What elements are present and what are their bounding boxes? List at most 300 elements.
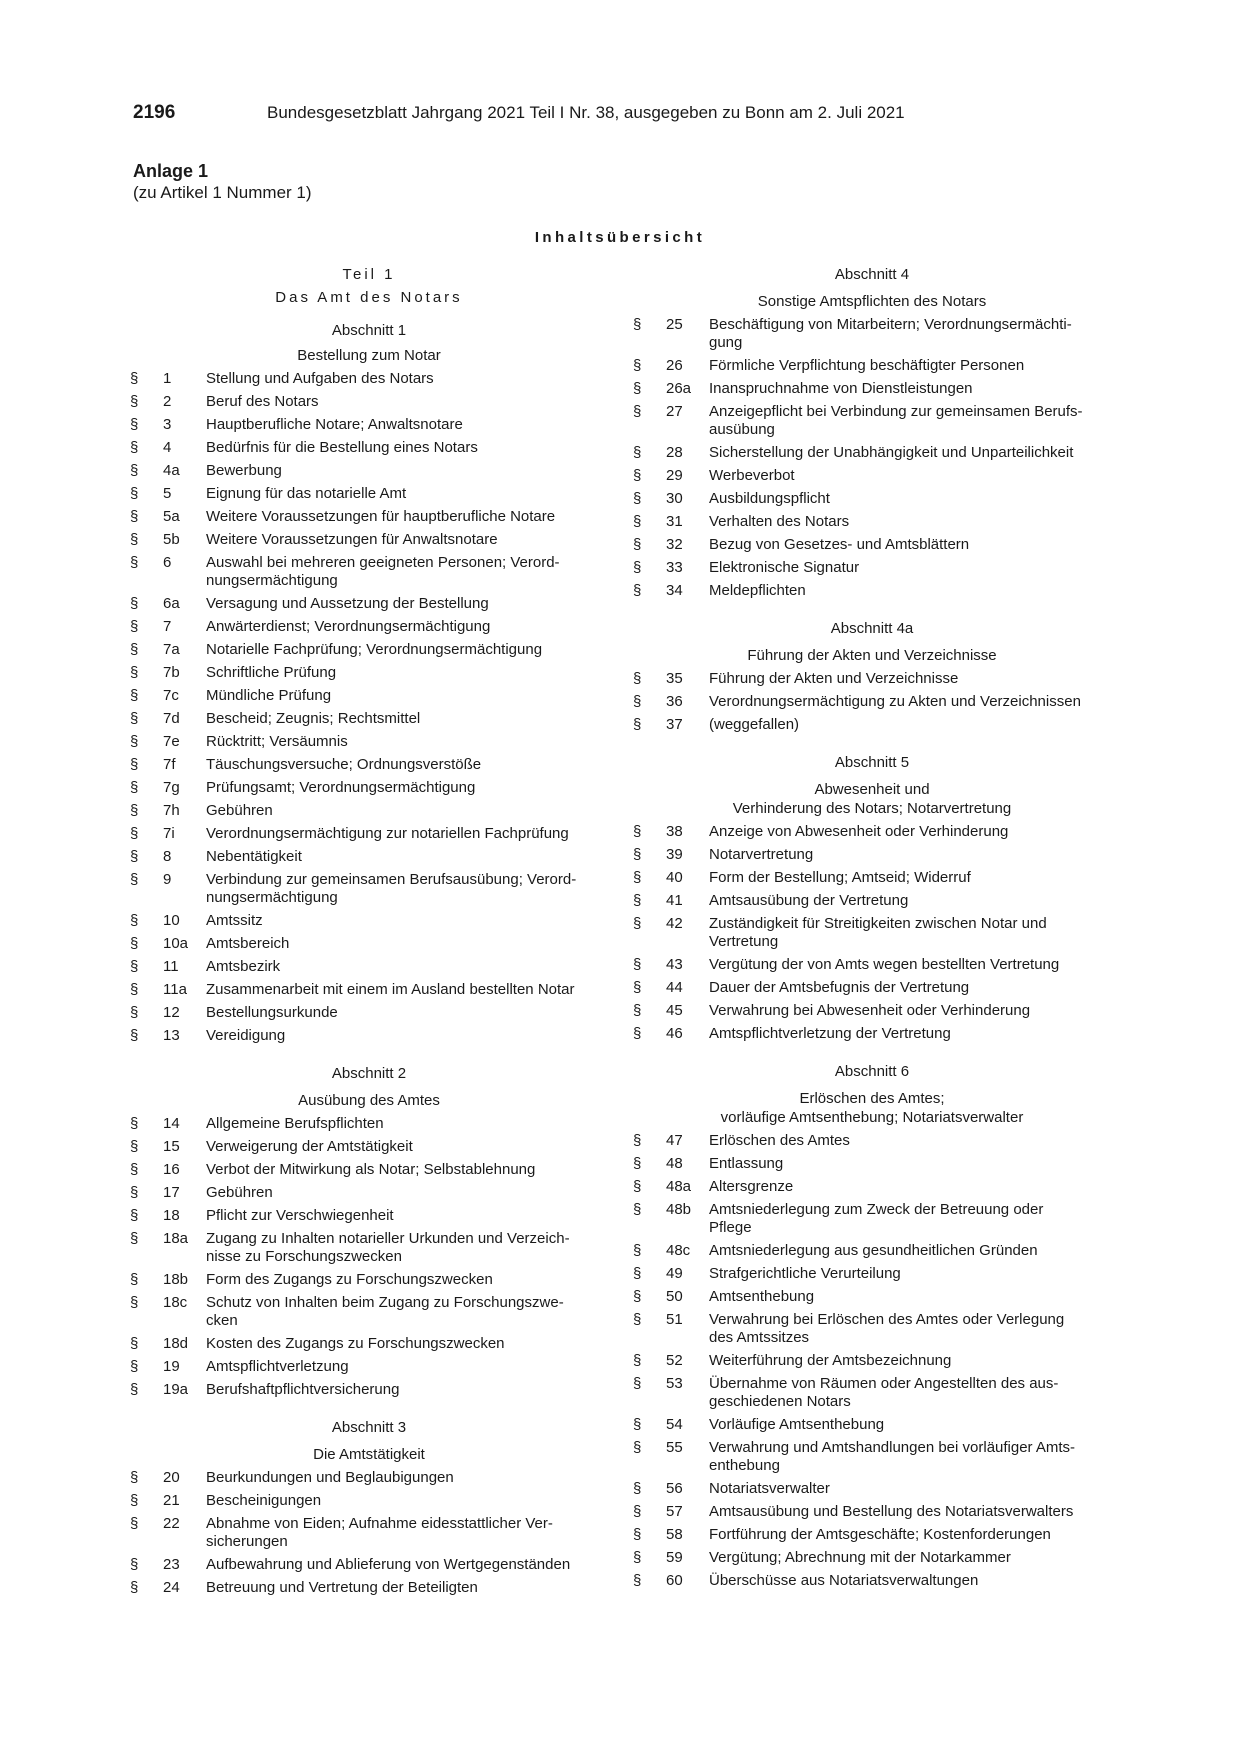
section-title xyxy=(206,664,608,682)
section-title xyxy=(206,370,608,388)
section-title xyxy=(206,508,608,526)
section-symbol: § xyxy=(633,892,642,909)
section-title-line: Elektronische Signatur xyxy=(709,559,860,576)
section-symbol: § xyxy=(130,1294,139,1311)
section-symbol: § xyxy=(633,403,642,420)
section-symbol: § xyxy=(130,1138,139,1155)
section-symbol: § xyxy=(633,1375,642,1392)
section-symbol: § xyxy=(633,1242,642,1259)
section-title xyxy=(709,1311,1111,1347)
section-title-line: Zuständigkeit für Streitigkeiten zwischen Notar und xyxy=(709,915,1047,932)
section-number: 19a xyxy=(163,1381,189,1398)
section-number: 46 xyxy=(666,1025,683,1042)
section-title xyxy=(206,802,608,820)
abschnitt-label: Abschnitt 4 xyxy=(834,266,910,283)
section-symbol: § xyxy=(633,380,642,397)
section-title-line: Vergütung der von Amts wegen bestellten Vertretung xyxy=(709,956,1060,973)
section-symbol: § xyxy=(130,370,139,387)
toc-entry xyxy=(130,416,608,434)
section-symbol: § xyxy=(130,871,139,888)
section-number: 11a xyxy=(163,981,187,998)
section-title xyxy=(206,1230,608,1266)
toc-entry xyxy=(633,490,1111,508)
section-title xyxy=(709,1526,1111,1544)
section-symbol: § xyxy=(633,357,642,374)
toc-entry xyxy=(633,1265,1111,1283)
toc-entry xyxy=(130,554,608,590)
toc-entry xyxy=(130,1027,608,1045)
section-title-line: Amtssitz xyxy=(206,912,263,929)
section-title-line: Mündliche Prüfung xyxy=(206,687,332,704)
toc-entry xyxy=(633,513,1111,531)
toc-entry xyxy=(130,756,608,774)
section-title xyxy=(206,1515,608,1551)
toc-entry xyxy=(633,316,1111,352)
section-symbol: § xyxy=(130,779,139,796)
section-title xyxy=(206,554,608,590)
section-number: 18c xyxy=(163,1294,188,1311)
section-title-line: Form des Zugangs zu Forschungszwecken xyxy=(206,1271,493,1288)
section-title-line: Vergütung; Abrechnung mit der Notarkammer xyxy=(709,1549,1011,1566)
toc-entry xyxy=(633,1439,1111,1475)
toc-entry xyxy=(633,380,1111,398)
section-title-line: nungsermächtigung xyxy=(206,572,338,589)
toc-entry xyxy=(633,1201,1111,1237)
section-number: 10 xyxy=(163,912,180,929)
toc-entry xyxy=(130,1115,608,1133)
section-symbol: § xyxy=(633,444,642,461)
toc-entry xyxy=(633,693,1111,711)
section-symbol: § xyxy=(130,1004,139,1021)
section-symbol: § xyxy=(130,485,139,502)
toc-entry xyxy=(633,357,1111,375)
section-symbol: § xyxy=(633,559,642,576)
section-symbol: § xyxy=(633,1416,642,1433)
section-title xyxy=(206,1207,608,1225)
section-title xyxy=(206,1579,608,1597)
section-symbol: § xyxy=(633,1155,642,1172)
section-number: 40 xyxy=(666,869,683,886)
section-title-line: Schutz von Inhalten beim Zugang zu Forschungszwe- xyxy=(206,1294,564,1311)
section-title-line: Amtspflichtverletzung der Vertretung xyxy=(709,1025,951,1042)
section-number: 26 xyxy=(666,357,683,374)
section-title xyxy=(206,1161,608,1179)
section-symbol: § xyxy=(633,1439,642,1456)
section-title xyxy=(709,693,1111,711)
section-title-line: Abnahme von Eiden; Aufnahme eidesstattlicher Ver- xyxy=(206,1515,553,1532)
toc-entry xyxy=(633,1242,1111,1260)
toc-entry xyxy=(633,1480,1111,1498)
section-symbol: § xyxy=(633,956,642,973)
section-title xyxy=(206,1469,608,1487)
section-title xyxy=(709,490,1111,508)
section-number: 59 xyxy=(666,1549,683,1566)
section-title xyxy=(709,513,1111,531)
section-title-line: Bescheid; Zeugnis; Rechtsmittel xyxy=(206,710,421,727)
section-title xyxy=(709,823,1111,841)
section-title-line: Aufbewahrung und Ablieferung von Wertgegenständen xyxy=(206,1556,571,1573)
section-title-line: nungsermächtigung xyxy=(206,889,338,906)
section-symbol: § xyxy=(130,1469,139,1486)
section-number: 8 xyxy=(163,848,172,865)
section-symbol: § xyxy=(633,536,642,553)
toc-entry xyxy=(130,1469,608,1487)
section-title xyxy=(709,1352,1111,1370)
section-title xyxy=(709,1178,1111,1196)
toc-entry xyxy=(633,1375,1111,1411)
toc-entry xyxy=(633,1025,1111,1043)
toc-entry xyxy=(633,1416,1111,1434)
section-number: 7e xyxy=(163,733,180,750)
section-title-line: Rücktritt; Versäumnis xyxy=(206,733,348,750)
section-number: 51 xyxy=(666,1311,683,1328)
section-title xyxy=(206,1184,608,1202)
section-title xyxy=(206,733,608,751)
section-title xyxy=(709,892,1111,910)
section-symbol: § xyxy=(130,1579,139,1596)
section-number: 18b xyxy=(163,1271,189,1288)
toc-entry xyxy=(633,1311,1111,1347)
section-title xyxy=(709,1288,1111,1306)
section-number: 26a xyxy=(666,380,692,397)
section-title xyxy=(206,848,608,866)
section-number: 55 xyxy=(666,1439,683,1456)
toc-entry xyxy=(633,1503,1111,1521)
section-title-line: Verbindung zur gemeinsamen Berufsausübung; Verord- xyxy=(206,871,577,888)
section-symbol: § xyxy=(633,693,642,710)
section-symbol: § xyxy=(633,1132,642,1149)
section-symbol: § xyxy=(633,1288,642,1305)
section-symbol: § xyxy=(633,1503,642,1520)
toc-entry xyxy=(130,802,608,820)
toc-entry xyxy=(633,869,1111,887)
section-number: 30 xyxy=(666,490,683,507)
section-title xyxy=(206,1358,608,1376)
section-number: 52 xyxy=(666,1352,683,1369)
section-number: 48 xyxy=(666,1155,683,1172)
section-title xyxy=(709,979,1111,997)
section-title xyxy=(206,393,608,411)
toc-entry xyxy=(633,823,1111,841)
section-title-line: Beschäftigung von Mitarbeitern; Verordnungsermächti- xyxy=(709,316,1072,333)
section-number: 35 xyxy=(666,670,683,687)
section-number: 2 xyxy=(163,393,172,410)
section-title-line: Schriftliche Prüfung xyxy=(206,664,337,681)
section-title-line: Verweigerung der Amtstätigkeit xyxy=(206,1138,413,1155)
abschnitt-label: Abschnitt 3 xyxy=(331,1419,407,1436)
section-number: 14 xyxy=(163,1115,180,1132)
abschnitt-title xyxy=(130,1445,608,1469)
section-symbol: § xyxy=(633,582,642,599)
section-title-line: Fortführung der Amtsgeschäfte; Kostenforderungen xyxy=(709,1526,1051,1543)
section-title-line: sicherungen xyxy=(206,1533,288,1550)
toc-entry xyxy=(130,871,608,907)
section-title xyxy=(206,595,608,613)
section-number: 1 xyxy=(163,370,172,387)
toc-entry xyxy=(130,825,608,843)
section-title xyxy=(709,915,1111,951)
section-title-line: geschiedenen Notars xyxy=(709,1393,851,1410)
toc-entry xyxy=(130,370,608,388)
toc-entry xyxy=(130,935,608,953)
abschnitt-title-line: Verhinderung des Notars; Notarvertretung xyxy=(732,800,1012,817)
section-title xyxy=(206,1492,608,1510)
section-title-line: Verordnungsermächtigung zur notariellen Fachprüfung xyxy=(206,825,569,842)
section-number: 49 xyxy=(666,1265,683,1282)
section-title-line: Allgemeine Berufspflichten xyxy=(206,1115,384,1132)
section-symbol: § xyxy=(633,1311,642,1328)
section-number: 5b xyxy=(163,531,180,548)
section-title xyxy=(709,670,1111,688)
section-title xyxy=(709,1265,1111,1283)
section-title-line: gung xyxy=(709,334,743,351)
toc-entry xyxy=(130,618,608,636)
toc-entry xyxy=(130,1492,608,1510)
toc-entry xyxy=(130,664,608,682)
section-number: 53 xyxy=(666,1375,683,1392)
section-title-line: Anzeige von Abwesenheit oder Verhinderung xyxy=(709,823,1009,840)
section-title xyxy=(206,710,608,728)
section-title xyxy=(709,316,1111,352)
section-title-line: Amtsniederlegung aus gesundheitlichen Gründen xyxy=(709,1242,1038,1259)
section-number: 5 xyxy=(163,485,172,502)
toc-entry xyxy=(130,1381,608,1399)
toc-entry xyxy=(633,444,1111,462)
toc-entry xyxy=(130,1294,608,1330)
section-number: 47 xyxy=(666,1132,683,1149)
section-title xyxy=(709,467,1111,485)
section-number: 19 xyxy=(163,1358,180,1375)
toc-entry xyxy=(130,1335,608,1353)
toc-entry xyxy=(633,1572,1111,1590)
section-symbol: § xyxy=(130,687,139,704)
section-number: 38 xyxy=(666,823,683,840)
section-title-line: Anwärterdienst; Verordnungsermächtigung xyxy=(206,618,491,635)
section-symbol: § xyxy=(130,416,139,433)
section-number: 31 xyxy=(666,513,683,530)
toc-entry xyxy=(130,485,608,503)
toc-entry xyxy=(130,779,608,797)
section-title xyxy=(206,439,608,457)
section-title-line: Amtsbezirk xyxy=(206,958,281,975)
section-title xyxy=(709,1503,1111,1521)
section-number: 41 xyxy=(666,892,683,909)
toc-entry xyxy=(130,462,608,480)
section-title xyxy=(709,1416,1111,1434)
toc-entry xyxy=(633,892,1111,910)
section-number: 7i xyxy=(163,825,175,842)
section-number: 3 xyxy=(163,416,172,433)
section-symbol: § xyxy=(130,1556,139,1573)
section-title-line: Anzeigepflicht bei Verbindung zur gemeinsamen Berufs- xyxy=(709,403,1083,420)
section-number: 4 xyxy=(163,439,172,456)
section-symbol: § xyxy=(633,1480,642,1497)
section-title-line: Entlassung xyxy=(709,1155,784,1172)
abschnitt-title xyxy=(130,1091,608,1115)
section-number: 11 xyxy=(163,958,179,975)
section-number: 7d xyxy=(163,710,180,727)
section-number: 10a xyxy=(163,935,189,952)
section-symbol: § xyxy=(130,935,139,952)
section-number: 18d xyxy=(163,1335,189,1352)
section-title xyxy=(206,825,608,843)
section-number: 9 xyxy=(163,871,172,888)
section-title-line: Stellung und Aufgaben des Notars xyxy=(206,370,434,387)
toc-entry xyxy=(130,1184,608,1202)
abschnitt-title xyxy=(130,346,608,370)
toc-entry xyxy=(633,1178,1111,1196)
section-title-line: Vertretung xyxy=(709,933,779,950)
toc-entry xyxy=(130,1207,608,1225)
section-symbol: § xyxy=(130,595,139,612)
section-title-line: Amtsbereich xyxy=(206,935,290,952)
toc-entry xyxy=(633,536,1111,554)
toc-entry xyxy=(633,1526,1111,1544)
section-title-line: ausübung xyxy=(709,421,775,438)
section-number: 18 xyxy=(163,1207,180,1224)
section-title-line: Vorläufige Amtsenthebung xyxy=(709,1416,885,1433)
section-number: 7a xyxy=(163,641,180,658)
section-title-line: Dauer der Amtsbefugnis der Vertretung xyxy=(709,979,970,996)
section-title xyxy=(206,1271,608,1289)
section-title-line: Gebühren xyxy=(206,1184,273,1201)
section-title-line: Werbeverbot xyxy=(709,467,795,484)
toc-entry xyxy=(130,710,608,728)
toc-entry xyxy=(130,1230,608,1266)
section-symbol: § xyxy=(633,1201,642,1218)
section-symbol: § xyxy=(130,981,139,998)
section-symbol: § xyxy=(130,912,139,929)
section-symbol: § xyxy=(130,393,139,410)
section-title-line: Zusammenarbeit mit einem im Ausland bestellten Notar xyxy=(206,981,575,998)
section-title-line: Beurkundungen und Beglaubigungen xyxy=(206,1469,454,1486)
section-number: 28 xyxy=(666,444,683,461)
section-symbol: § xyxy=(633,1025,642,1042)
section-title-line: Auswahl bei mehreren geeigneten Personen; Verord- xyxy=(206,554,560,571)
toc-entry xyxy=(130,1358,608,1376)
toc-entry xyxy=(633,1288,1111,1306)
section-title-line: Führung der Akten und Verzeichnisse xyxy=(709,670,959,687)
section-symbol: § xyxy=(130,531,139,548)
section-title xyxy=(206,779,608,797)
section-symbol: § xyxy=(633,1265,642,1282)
section-title-line: Überschüsse aus Notariatsverwaltungen xyxy=(709,1572,979,1589)
teil-title: Das Amt des Notars xyxy=(275,289,463,306)
section-title-line: Amtsniederlegung zum Zweck der Betreuung oder xyxy=(709,1201,1044,1218)
section-title xyxy=(206,485,608,503)
section-symbol: § xyxy=(130,664,139,681)
section-symbol: § xyxy=(633,823,642,840)
section-symbol: § xyxy=(130,1271,139,1288)
section-title-line: Strafgerichtliche Verurteilung xyxy=(709,1265,901,1282)
section-title-line: des Amtssitzes xyxy=(709,1329,810,1346)
section-title xyxy=(206,935,608,953)
section-number: 33 xyxy=(666,559,683,576)
section-symbol: § xyxy=(130,756,139,773)
section-title xyxy=(709,1132,1111,1150)
section-title xyxy=(206,1294,608,1330)
section-title xyxy=(709,1572,1111,1590)
section-title-line: Verwahrung bei Erlöschen des Amtes oder Verlegung xyxy=(709,1311,1065,1328)
abschnitt-label: Abschnitt 5 xyxy=(834,754,910,771)
section-symbol: § xyxy=(130,1161,139,1178)
section-number: 4a xyxy=(163,462,180,479)
toc-entry xyxy=(633,1132,1111,1150)
section-title xyxy=(709,1201,1111,1237)
toc-entry xyxy=(633,915,1111,951)
section-symbol: § xyxy=(633,670,642,687)
abschnitt-title-line: vorläufige Amtsenthebung; Notariatsverwalter xyxy=(720,1109,1024,1126)
section-title xyxy=(709,582,1111,600)
section-title xyxy=(206,958,608,976)
section-title-line: Verordnungsermächtigung zu Akten und Verzeichnissen xyxy=(709,693,1081,710)
section-number: 7b xyxy=(163,664,180,681)
section-title xyxy=(206,981,608,999)
section-symbol: § xyxy=(130,1207,139,1224)
section-title-line: Förmliche Verpflichtung beschäftigter Personen xyxy=(709,357,1025,374)
section-number: 12 xyxy=(163,1004,180,1021)
section-number: 17 xyxy=(163,1184,180,1201)
section-symbol: § xyxy=(633,846,642,863)
toc-entry xyxy=(633,1352,1111,1370)
section-title xyxy=(709,869,1111,887)
section-title xyxy=(206,1004,608,1022)
section-number: 37 xyxy=(666,716,683,733)
section-symbol: § xyxy=(633,915,642,932)
section-symbol: § xyxy=(130,439,139,456)
section-symbol: § xyxy=(130,802,139,819)
section-title-line: nisse zu Forschungszwecken xyxy=(206,1248,402,1265)
toc-entry xyxy=(633,716,1111,734)
section-number: 7c xyxy=(163,687,179,704)
abschnitt-title-line: Führung der Akten und Verzeichnisse xyxy=(747,647,997,664)
section-symbol: § xyxy=(130,1358,139,1375)
section-title xyxy=(206,1115,608,1133)
anlage-title: Anlage 1 xyxy=(133,161,209,181)
section-number: 43 xyxy=(666,956,683,973)
toc-entry xyxy=(633,1002,1111,1020)
section-title-line: Verhalten des Notars xyxy=(709,513,850,530)
abschnitt-label: Abschnitt 4a xyxy=(830,620,914,637)
section-number: 5a xyxy=(163,508,180,525)
section-number: 7f xyxy=(163,756,176,773)
section-title xyxy=(709,1480,1111,1498)
section-number: 45 xyxy=(666,1002,683,1019)
section-symbol: § xyxy=(633,490,642,507)
section-symbol: § xyxy=(130,733,139,750)
abschnitt-label: Abschnitt 6 xyxy=(834,1063,910,1080)
toc-entry xyxy=(130,393,608,411)
section-title xyxy=(206,871,608,907)
section-symbol: § xyxy=(633,316,642,333)
section-title xyxy=(709,559,1111,577)
toc-entry xyxy=(633,403,1111,439)
section-number: 22 xyxy=(163,1515,180,1532)
section-title-line: enthebung xyxy=(709,1457,780,1474)
section-symbol: § xyxy=(633,1002,642,1019)
section-symbol: § xyxy=(633,979,642,996)
abschnitt-title xyxy=(633,1089,1111,1132)
section-number: 57 xyxy=(666,1503,683,1520)
section-number: 34 xyxy=(666,582,683,599)
section-symbol: § xyxy=(130,1230,139,1247)
section-number: 32 xyxy=(666,536,683,553)
section-title xyxy=(206,912,608,930)
section-number: 48a xyxy=(666,1178,692,1195)
section-title-line: Ausbildungspflicht xyxy=(709,490,830,507)
toc-entry xyxy=(130,848,608,866)
section-number: 44 xyxy=(666,979,683,996)
